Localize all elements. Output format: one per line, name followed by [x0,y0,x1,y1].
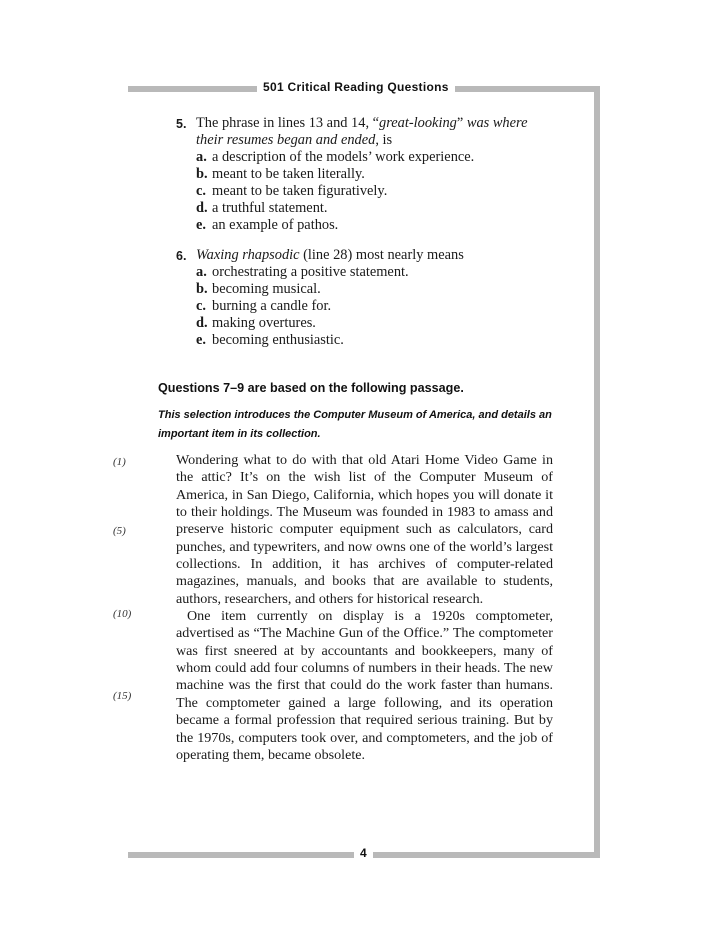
question-number: 5. [176,117,187,131]
passage-introduction: This selection introduces the Computer Museum of America, and details an important item in its collection. [158,409,552,440]
answer-option: c. meant to be taken figuratively. [196,183,388,199]
question-stem: The phrase in lines 13 and 14, “great-looking” was where their resumes began and ended, is [196,115,528,148]
answer-option: b. becoming musical. [196,281,321,297]
question-5 [176,115,556,234]
running-header: 501 Critical Reading Questions [257,80,455,94]
answer-option: a. a description of the models’ work experience. [196,149,475,165]
answer-option: e. an example of pathos. [196,217,339,233]
line-number: (15) [113,690,132,702]
answer-option: a. orchestrating a positive statement. [196,264,409,280]
answer-option: d. making overtures. [196,315,316,331]
answer-option: d. a truthful statement. [196,200,328,216]
answer-option: c. burning a candle for. [196,298,332,314]
passage-paragraph: One item currently on display is a 1920s comptometer, advertised as “The Machine Gun of the Office.” The comptometer was first sneered at by accountants and bookkeepers, many of whom could add four columns of numbers in their heads. The new machine was the first that could do the work faster than humans. The comptometer gained a large following, and its operation became a formal profession that required serious training. But by the 1970s, computers took over, and comptometers, and the job of operating them, became obsolete. [176,608,553,763]
answer-option: e. becoming enthusiastic. [196,332,344,348]
question-number: 6. [176,249,187,263]
passage-paragraph: Wondering what to do with that old Atari Home Video Game in the attic? It’s on the wish list of the Computer Museum of America, in San Diego, California, which hopes you will donate it to their holdings. The Museum was founded in 1983 to amass and preserve historic computer equipment such as calculators, card punches, and typewriters, and now owns one of the world’s largest collections. In addition, it has archives of computer-related magazines, manuals, and books that are available to students, authors, researchers, and others for historical research. [176,452,553,607]
page-frame-right [594,86,600,858]
line-number: (1) [113,456,126,468]
line-number: (5) [113,525,126,537]
reading-passage [176,452,553,764]
answer-option: b. meant to be taken literally. [196,166,365,182]
passage-section-heading: Questions 7–9 are based on the following passage. [158,381,464,395]
question-stem: Waxing rhapsodic (line 28) most nearly means [196,247,464,263]
page-number: 4 [354,846,373,860]
line-number: (10) [113,608,132,620]
question-6 [176,247,556,349]
